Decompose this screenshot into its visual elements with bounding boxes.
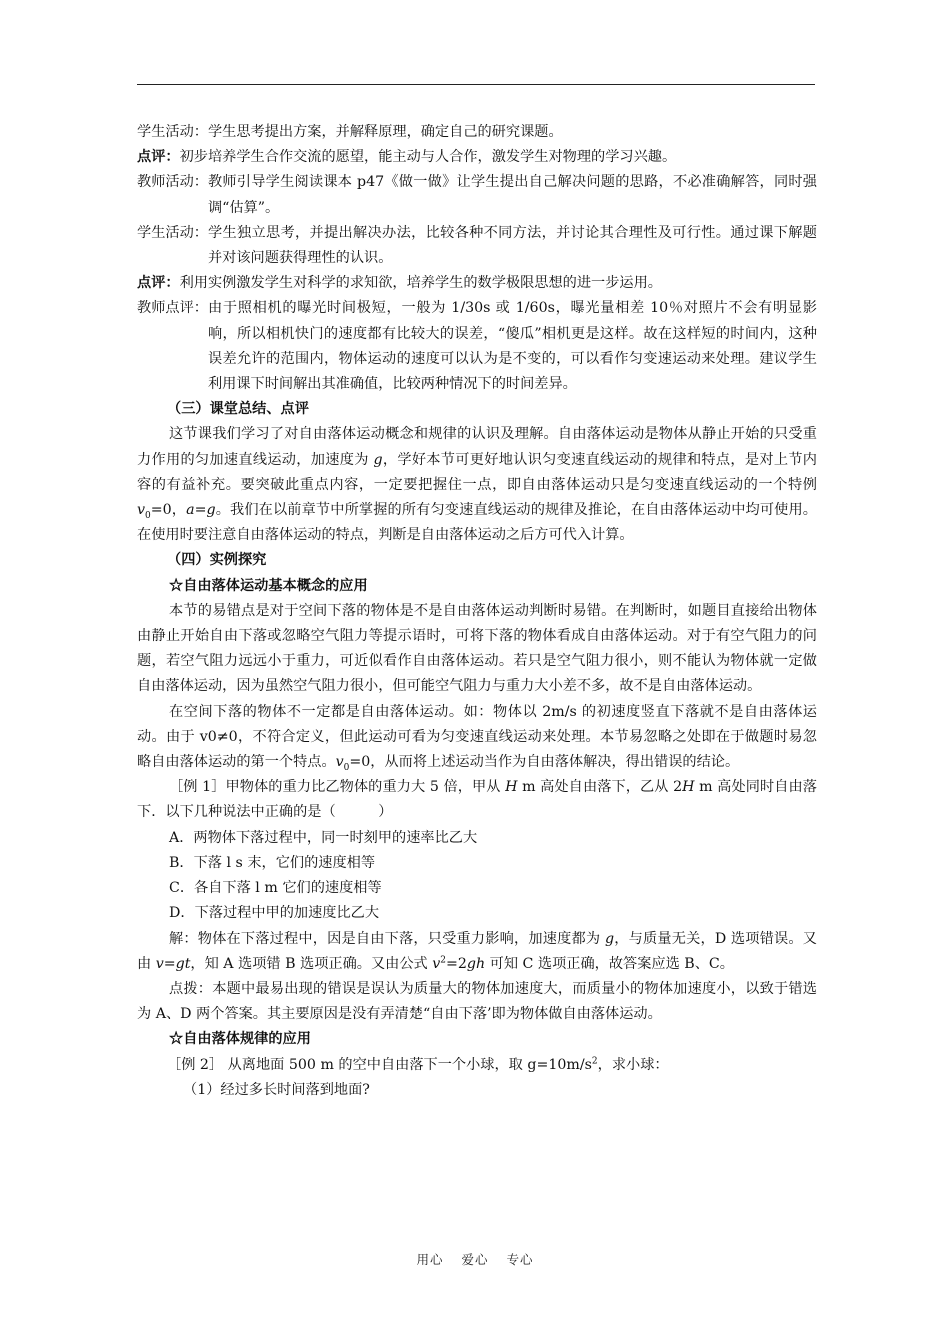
math-var: H [505,779,518,796]
text-run: 解：物体在下落过程中，因是自由下落，只受重力影响，加速度都为 [169,930,605,947]
block-text: 教师引导学生阅读课本 p47《做一做》让学生提出自己解决问题的思路，不必准确解答，同时强调“估算”。 [207,174,817,216]
text-run: 可知 C 选项正确，故答案应选 B、C。 [485,955,734,972]
summary-paragraph [137,422,817,548]
math-var: g [373,451,383,468]
text-run: =0，从而将上述运动当作为自由落体解决，得出错误的结论。 [349,754,740,771]
text-run: 在空间下落的物体不一定都是自由落体运动。如：物体以 2m/s 的初速度竖直下落就不是自由落体运动。由于 v0≠0，不符合定义，但此运动可看为匀变速直线运动来处理。本节易忽略之处即在于做题时易忽略自由落体运动的第一个特点。 [137,703,817,771]
math-var: v [137,502,146,519]
math-var: v [335,754,344,771]
text-run: m 高处同时自由落下．以下几种说法中正确的是（ ） [137,779,817,821]
text-run: ，求小球： [597,1056,669,1073]
superscript: 2 [440,954,446,965]
text-run: 这节课我们学习了对自由落体运动概念和规律的认识及理解。自由落体运动是物体从静止开始的只受重力作用的匀加速直线运动，加速度为 [137,426,817,468]
text-run: ，知 A 选项错 B 选项正确。又由公式 [190,955,433,972]
solution-paragraph [137,927,817,977]
section-heading: （四）实例探究 [167,552,267,569]
tip-paragraph: 点拨：本题中最易出现的错误是误认为质量大的物体加速度大，而质量小的物体加速度小，以致于错选为 A、D 两个答案。其主要原因是没有弄清楚“自由下落’即为物体做自由落体运动。 [137,980,817,1023]
comment-block [137,271,817,296]
math-var: g [604,930,615,947]
subsection-heading: ☆自由落体规律的应用 [169,1031,311,1048]
option-a: A．两物体下落过程中，同一时刻甲的速率比乙大 [169,829,478,846]
math-var: v=gt [155,955,191,972]
block-label: 教师点评： [137,300,208,317]
example-2-question [137,1053,817,1078]
footer-word: 用心 [416,1252,444,1267]
footer-word: 专心 [506,1252,534,1267]
superscript: 2 [591,1055,598,1066]
block-text: 学生独立思考，并提出解决办法，比较各种不同方法，并讨论其合理性及可行性。通过课下解题并对该问题获得理性的认识。 [207,224,817,267]
subsection-heading: ☆自由落体运动基本概念的应用 [169,577,368,594]
activity-block [137,221,817,271]
text-run: =2 [446,955,467,972]
block-label: 学生活动： [137,224,208,241]
paragraph: 本节的易错点是对于空间下落的物体是不是自由落体运动判断时易错。在判断时，如题目直接给出物体由静止开始自由下落或忽略空气阻力等提示语时，可将下落的物体看成自由落体运动。对于有空气阻力的问题，若空气阻力远远小于重力，可近似看作自由落体运动。若只是空气阻力很小，则不能认为物体就一定做自由落体运动，因为虽然空气阻力很小，但可能空气阻力与重力大小差不多，故不是自由落体运动。 [137,602,817,695]
text-run: ，学好本节可更好地认识匀变速直线运动的规律和特点，是对上节内容的有益补充。要突破此重点内容，一定要把握住一点，即自由落体运动只是匀变速直线运动的一个特例 [137,451,817,493]
block-label: 教师活动： [137,174,208,191]
math-var: a=g [186,502,216,519]
text-run: m 高处自由落下，乙从 2 [517,779,683,796]
text-run: ［例 1］甲物体的重力比乙物体的重力大 5 倍，甲从 [169,779,506,796]
paragraph [137,700,817,776]
subscript: 0 [145,510,151,521]
option-c: C．各自下落 l m 它们的速度相等 [169,880,382,897]
block-label: 点评： [137,275,180,292]
text-run: ［例 2］ 从离地面 500 m 的空中自由落下一个小球，取 g=10m/s [167,1056,592,1073]
block-text: 利用实例激发学生对科学的求知欲，培养学生的数学极限思想的进一步运用。 [179,275,662,292]
comment-block [137,145,817,170]
block-text: 初步培养学生合作交流的愿望，能主动与人合作，激发学生对物理的学习兴趣。 [179,149,677,166]
text-run: =0， [150,502,187,519]
example-1-question [137,775,817,825]
text-run: 。我们在以前章节中所掌握的所有匀变速直线运动的规律及推论，在自由落体运动中均可使用。在使用时要注意自由落体运动的特点，判断是自由落体运动之后方可代入计算。 [137,502,817,544]
section-heading: （三）课堂总结、点评 [167,401,309,418]
document-body [137,120,817,1103]
block-text: 由于照相机的曝光时间极短，一般为 1/30s 或 1/60s，曝光量相差 10％对照片不会有明显影响，所以相机快门的速度都有比较大的误差，“傻瓜”相机更是这样。故在这样短的时间内，这种误差允许的范围内，物体运动的速度可以认为是不变的，可以看作匀变速运动来处理。建议学生利用课下时间解出其准确值，比较两种情况下的时间差异。 [207,300,817,393]
text-run: ，与质量无关，D 选项错误。又由 [137,930,817,972]
teacher-comment-block [137,296,817,397]
subscript: 0 [343,762,350,773]
activity-block [137,170,817,220]
math-var: gh [466,955,486,972]
header-rule [137,84,815,85]
activity-block [137,120,817,145]
option-b: B．下落 l s 末，它们的速度相等 [169,854,376,871]
block-text: 学生思考提出方案，并解释原理，确定自己的研究课题。 [207,124,563,140]
block-label: 点评： [137,149,180,166]
block-label: 学生活动： [137,124,208,140]
math-var: H [682,779,695,796]
math-var: v [432,955,441,972]
option-d: D．下落过程中甲的加速度比乙大 [169,905,380,922]
footer-word: 爱心 [461,1252,489,1267]
page-footer [0,1250,950,1268]
sub-question-1: （1）经过多长时间落到地面? [183,1081,370,1098]
